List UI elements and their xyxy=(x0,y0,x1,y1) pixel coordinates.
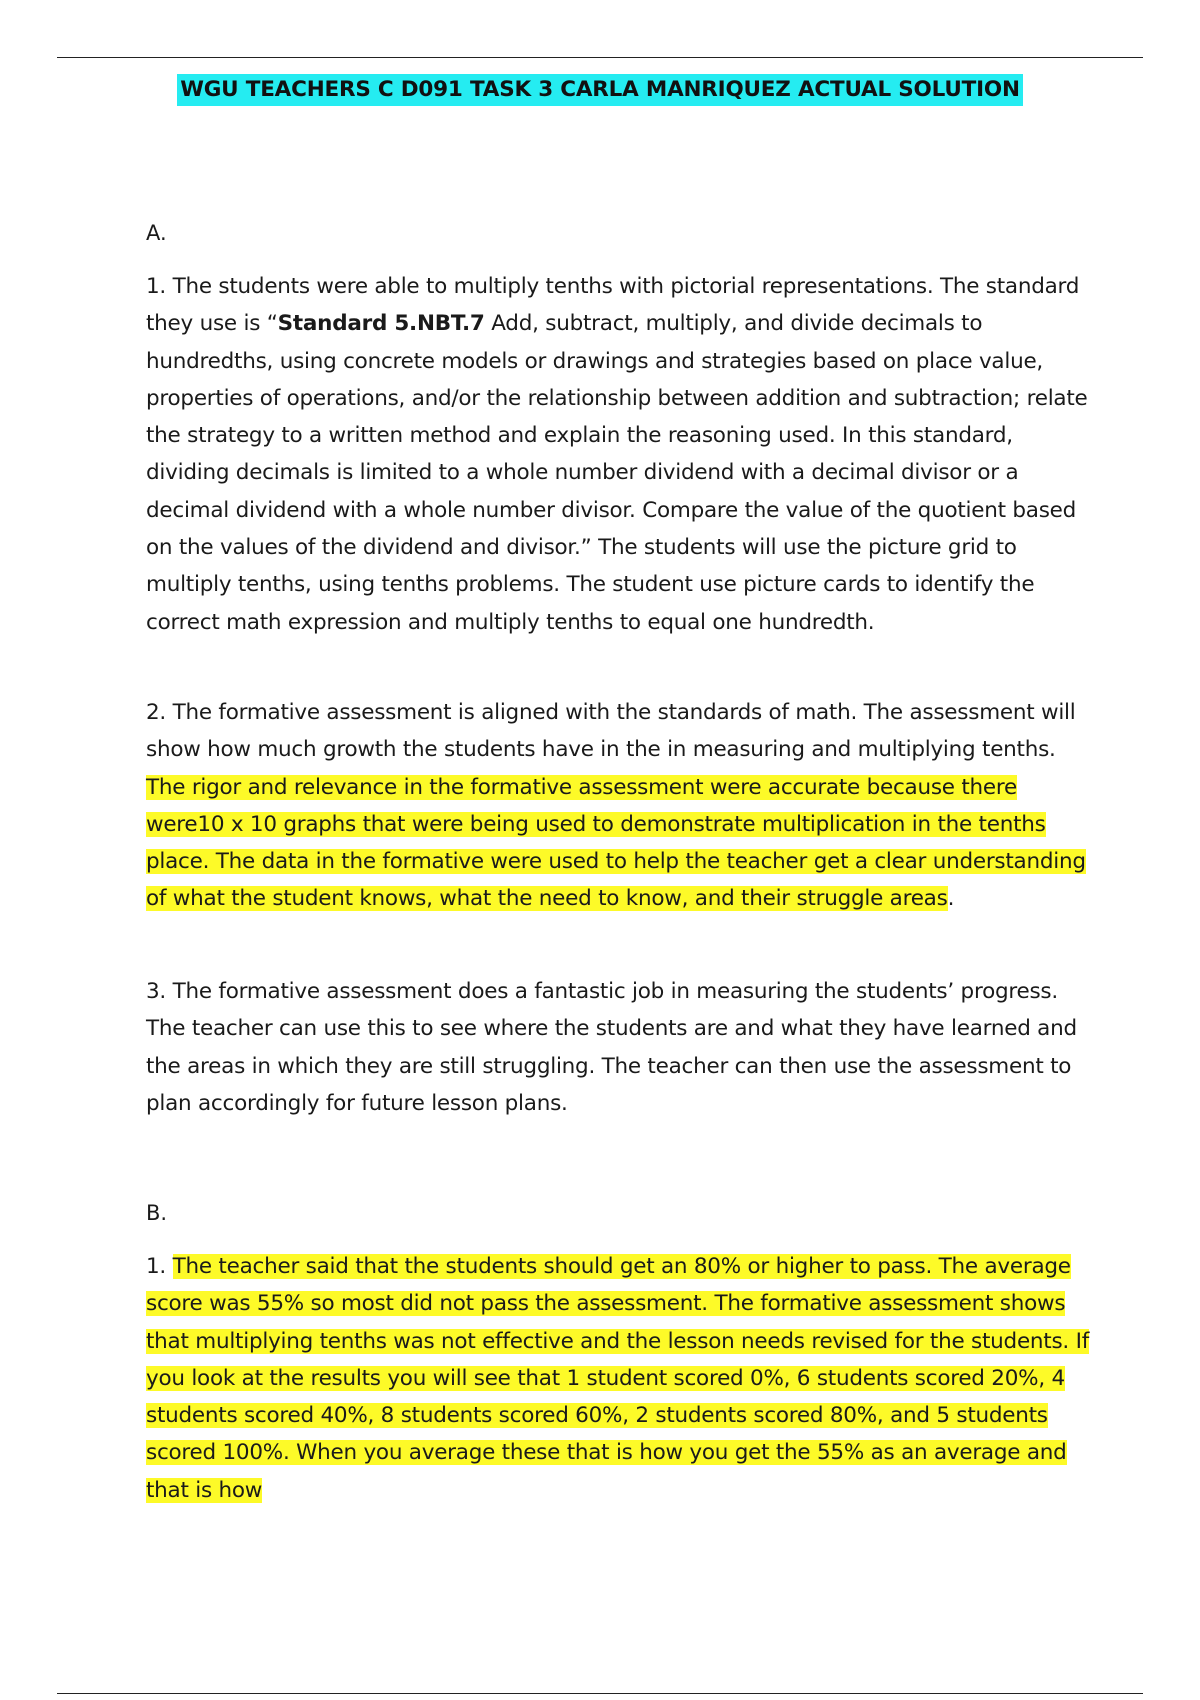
section-b-heading: B. xyxy=(146,1201,168,1225)
top-rule xyxy=(57,57,1143,58)
section-a-paragraph-1 xyxy=(146,268,1096,641)
bottom-rule xyxy=(57,1693,1143,1694)
section-a-paragraph-1-block xyxy=(146,268,1096,641)
standard-code: Standard 5.NBT.7 xyxy=(277,311,485,337)
title-container xyxy=(0,74,1200,106)
section-b-paragraph-1 xyxy=(146,1248,1096,1509)
section-b-heading-block xyxy=(146,1199,1096,1227)
paragraph-b1-number: 1. xyxy=(146,1254,173,1279)
section-a-heading-block xyxy=(146,219,1096,247)
section-a-paragraph-2-block xyxy=(146,694,1096,918)
section-a-paragraph-3-block xyxy=(146,973,1096,1122)
paragraph-2-plain: 2. The formative assessment is aligned with the standards of math. The assessment will show how much growth the students have in the in measuring and multiplying tenths. xyxy=(146,700,1076,763)
section-a-paragraph-2 xyxy=(146,694,1096,918)
section-a-paragraph-3: 3. The formative assessment does a fantastic job in measuring the students’ progress. The teacher can use this to see where the students are and what they have learned and the areas in which they are still struggling. The teacher can then use the assessment to plan accordingly for future lesson plans. xyxy=(146,979,1077,1116)
paragraph-b1-highlight: The teacher said that the students should get an 80% or higher to pass. The average score was 55% so most did not pass the assessment. The formative assessment shows that multiplying tenths was not effective and the lesson needs revised for the students. If you look at the results you will see that 1 student scored 0%, 6 students scored 20%, 4 students scored 40%, 8 students scored 60%, 2 students scored 80%, and 5 students scored 100%. When you average these that is how you get the 55% as an average and that is how xyxy=(146,1254,1090,1503)
paragraph-1-intro: 1. The students were able to multiply tenths with pictorial representations. The standard they use is “ xyxy=(146,274,1080,337)
section-b-paragraph-1-block xyxy=(146,1248,1096,1509)
section-a-heading: A. xyxy=(146,221,167,245)
paragraph-2-end: . xyxy=(947,886,955,912)
paragraph-2-highlight: The rigor and relevance in the formative assessment were accurate because there were10 x 10 graphs that were being used to demonstrate multiplication in the tenths place. The data in the formative were used to help the teacher get a clear understanding of what the student knows, what the need to know, and their struggle areas xyxy=(146,774,1086,912)
document-title: WGU TEACHERS C D091 TASK 3 CARLA MANRIQUEZ ACTUAL SOLUTION xyxy=(177,74,1023,106)
paragraph-1-body: Add, subtract, multiply, and divide decimals to hundredths, using concrete models or drawings and strategies based on place value, properties of operations, and/or the relationship between addition and subtraction; relate the strategy to a written method and explain the reasoning used. In this standard, dividing decimals is limited to a whole number dividend with a decimal divisor or a decimal dividend with a whole number divisor. Compare the value of the quotient based on the values of the dividend and divisor.” The students will use the picture grid to multiply tenths, using tenths problems. The student use picture cards to identify the correct math expression and multiply tenths to equal one hundredth. xyxy=(146,311,1088,635)
